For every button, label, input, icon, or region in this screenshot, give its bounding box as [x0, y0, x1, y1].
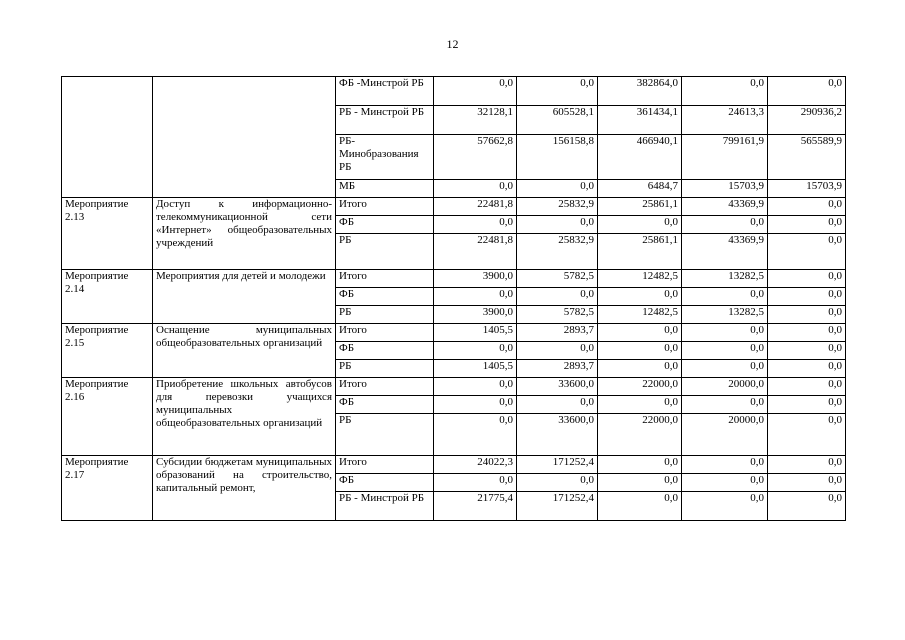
value-cell: 0,0	[682, 288, 768, 306]
value-cell: 0,0	[682, 324, 768, 342]
value-cell: 20000,0	[682, 378, 768, 396]
value-cell: 57662,8	[434, 135, 517, 180]
value-cell: 0,0	[517, 288, 598, 306]
value-cell: 0,0	[434, 288, 517, 306]
funding-source-cell: ФБ	[336, 288, 434, 306]
funding-source-cell: Итого	[336, 270, 434, 288]
value-cell: 0,0	[768, 456, 846, 474]
measure-name-cell: Мероприятие 2.16	[62, 378, 153, 456]
value-cell: 2893,7	[517, 324, 598, 342]
value-cell: 5782,5	[517, 306, 598, 324]
value-cell: 0,0	[434, 342, 517, 360]
value-cell: 0,0	[598, 342, 682, 360]
value-cell: 361434,1	[598, 106, 682, 135]
value-cell: 171252,4	[517, 492, 598, 521]
measure-description-cell	[153, 77, 336, 198]
value-cell: 0,0	[768, 414, 846, 456]
value-cell: 0,0	[768, 360, 846, 378]
value-cell: 0,0	[768, 306, 846, 324]
funding-source-cell: ФБ -Минстрой РБ	[336, 77, 434, 106]
value-cell: 0,0	[598, 216, 682, 234]
value-cell: 15703,9	[768, 180, 846, 198]
value-cell: 21775,4	[434, 492, 517, 521]
value-cell: 6484,7	[598, 180, 682, 198]
value-cell: 0,0	[434, 414, 517, 456]
value-cell: 20000,0	[682, 414, 768, 456]
value-cell: 12482,5	[598, 306, 682, 324]
table-row	[62, 270, 846, 288]
value-cell: 25832,9	[517, 198, 598, 216]
value-cell: 13282,5	[682, 270, 768, 288]
funding-source-cell: Итого	[336, 456, 434, 474]
value-cell: 43369,9	[682, 234, 768, 270]
value-cell: 0,0	[682, 216, 768, 234]
value-cell: 0,0	[598, 396, 682, 414]
value-cell: 0,0	[598, 360, 682, 378]
value-cell: 466940,1	[598, 135, 682, 180]
value-cell: 0,0	[434, 396, 517, 414]
value-cell: 43369,9	[682, 198, 768, 216]
funding-source-cell: РБ	[336, 306, 434, 324]
funding-source-cell: Итого	[336, 378, 434, 396]
measure-description-cell: Оснащение муниципальных общеобразовательных организаций	[153, 324, 336, 378]
value-cell: 0,0	[598, 474, 682, 492]
budget-table	[61, 76, 846, 521]
value-cell: 0,0	[768, 77, 846, 106]
funding-source-cell: ФБ	[336, 342, 434, 360]
value-cell: 25861,1	[598, 234, 682, 270]
value-cell: 0,0	[598, 456, 682, 474]
value-cell: 13282,5	[682, 306, 768, 324]
value-cell: 3900,0	[434, 270, 517, 288]
value-cell: 0,0	[768, 234, 846, 270]
value-cell: 22481,8	[434, 198, 517, 216]
value-cell: 22481,8	[434, 234, 517, 270]
value-cell: 290936,2	[768, 106, 846, 135]
value-cell: 0,0	[517, 396, 598, 414]
value-cell: 0,0	[682, 492, 768, 521]
value-cell: 0,0	[598, 288, 682, 306]
value-cell: 0,0	[768, 288, 846, 306]
value-cell: 32128,1	[434, 106, 517, 135]
value-cell: 0,0	[768, 396, 846, 414]
value-cell: 0,0	[768, 198, 846, 216]
value-cell: 0,0	[517, 180, 598, 198]
measure-name-cell: Мероприятие 2.17	[62, 456, 153, 521]
measure-description-cell: Приобретение школьных автобусов для перевозки учащихся муниципальных общеобразовательных организаций	[153, 378, 336, 456]
funding-source-cell: ФБ	[336, 216, 434, 234]
value-cell: 382864,0	[598, 77, 682, 106]
value-cell: 2893,7	[517, 360, 598, 378]
value-cell: 171252,4	[517, 456, 598, 474]
value-cell: 0,0	[598, 324, 682, 342]
value-cell: 1405,5	[434, 324, 517, 342]
funding-source-cell: РБ	[336, 360, 434, 378]
value-cell: 0,0	[768, 378, 846, 396]
funding-source-cell: РБ- Минобразования РБ	[336, 135, 434, 180]
value-cell: 0,0	[768, 216, 846, 234]
value-cell: 33600,0	[517, 378, 598, 396]
funding-source-cell: РБ - Минстрой РБ	[336, 492, 434, 521]
value-cell: 3900,0	[434, 306, 517, 324]
value-cell: 24613,3	[682, 106, 768, 135]
value-cell: 0,0	[682, 360, 768, 378]
value-cell: 25861,1	[598, 198, 682, 216]
value-cell: 1405,5	[434, 360, 517, 378]
value-cell: 0,0	[768, 324, 846, 342]
funding-source-cell: РБ - Минстрой РБ	[336, 106, 434, 135]
value-cell: 0,0	[517, 216, 598, 234]
funding-source-cell: ФБ	[336, 474, 434, 492]
value-cell: 0,0	[682, 77, 768, 106]
table-row	[62, 324, 846, 342]
funding-source-cell: ФБ	[336, 396, 434, 414]
value-cell: 799161,9	[682, 135, 768, 180]
value-cell: 12482,5	[598, 270, 682, 288]
funding-source-cell: Итого	[336, 198, 434, 216]
value-cell: 0,0	[768, 474, 846, 492]
value-cell: 24022,3	[434, 456, 517, 474]
value-cell: 0,0	[434, 180, 517, 198]
value-cell: 22000,0	[598, 378, 682, 396]
funding-source-cell: МБ	[336, 180, 434, 198]
measure-description-cell: Доступ к информационно-телекоммуникационной сети «Интернет» общеобразовательных учреждений	[153, 198, 336, 270]
funding-source-cell: РБ	[336, 414, 434, 456]
page-number: 12	[446, 37, 459, 51]
value-cell: 0,0	[682, 342, 768, 360]
table-row	[62, 198, 846, 216]
value-cell: 5782,5	[517, 270, 598, 288]
value-cell: 156158,8	[517, 135, 598, 180]
value-cell: 0,0	[682, 456, 768, 474]
measure-description-cell: Субсидии бюджетам муниципальных образований на строительство, капитальный ремонт,	[153, 456, 336, 521]
value-cell: 22000,0	[598, 414, 682, 456]
measure-description-cell: Мероприятия для детей и молодежи	[153, 270, 336, 324]
value-cell: 0,0	[768, 342, 846, 360]
funding-source-cell: Итого	[336, 324, 434, 342]
measure-name-cell: Мероприятие 2.13	[62, 198, 153, 270]
funding-source-cell: РБ	[336, 234, 434, 270]
value-cell: 0,0	[768, 492, 846, 521]
value-cell: 0,0	[517, 342, 598, 360]
value-cell: 0,0	[434, 216, 517, 234]
value-cell: 15703,9	[682, 180, 768, 198]
value-cell: 565589,9	[768, 135, 846, 180]
value-cell: 0,0	[598, 492, 682, 521]
value-cell: 0,0	[434, 474, 517, 492]
value-cell: 0,0	[682, 396, 768, 414]
value-cell: 0,0	[434, 77, 517, 106]
value-cell: 0,0	[768, 270, 846, 288]
measure-name-cell: Мероприятие 2.14	[62, 270, 153, 324]
table-row	[62, 456, 846, 474]
measure-name-cell	[62, 77, 153, 198]
value-cell: 33600,0	[517, 414, 598, 456]
value-cell: 605528,1	[517, 106, 598, 135]
value-cell: 0,0	[517, 474, 598, 492]
value-cell: 0,0	[434, 378, 517, 396]
table-row	[62, 77, 846, 106]
value-cell: 0,0	[517, 77, 598, 106]
table-row	[62, 378, 846, 396]
value-cell: 0,0	[682, 474, 768, 492]
value-cell: 25832,9	[517, 234, 598, 270]
measure-name-cell: Мероприятие 2.15	[62, 324, 153, 378]
